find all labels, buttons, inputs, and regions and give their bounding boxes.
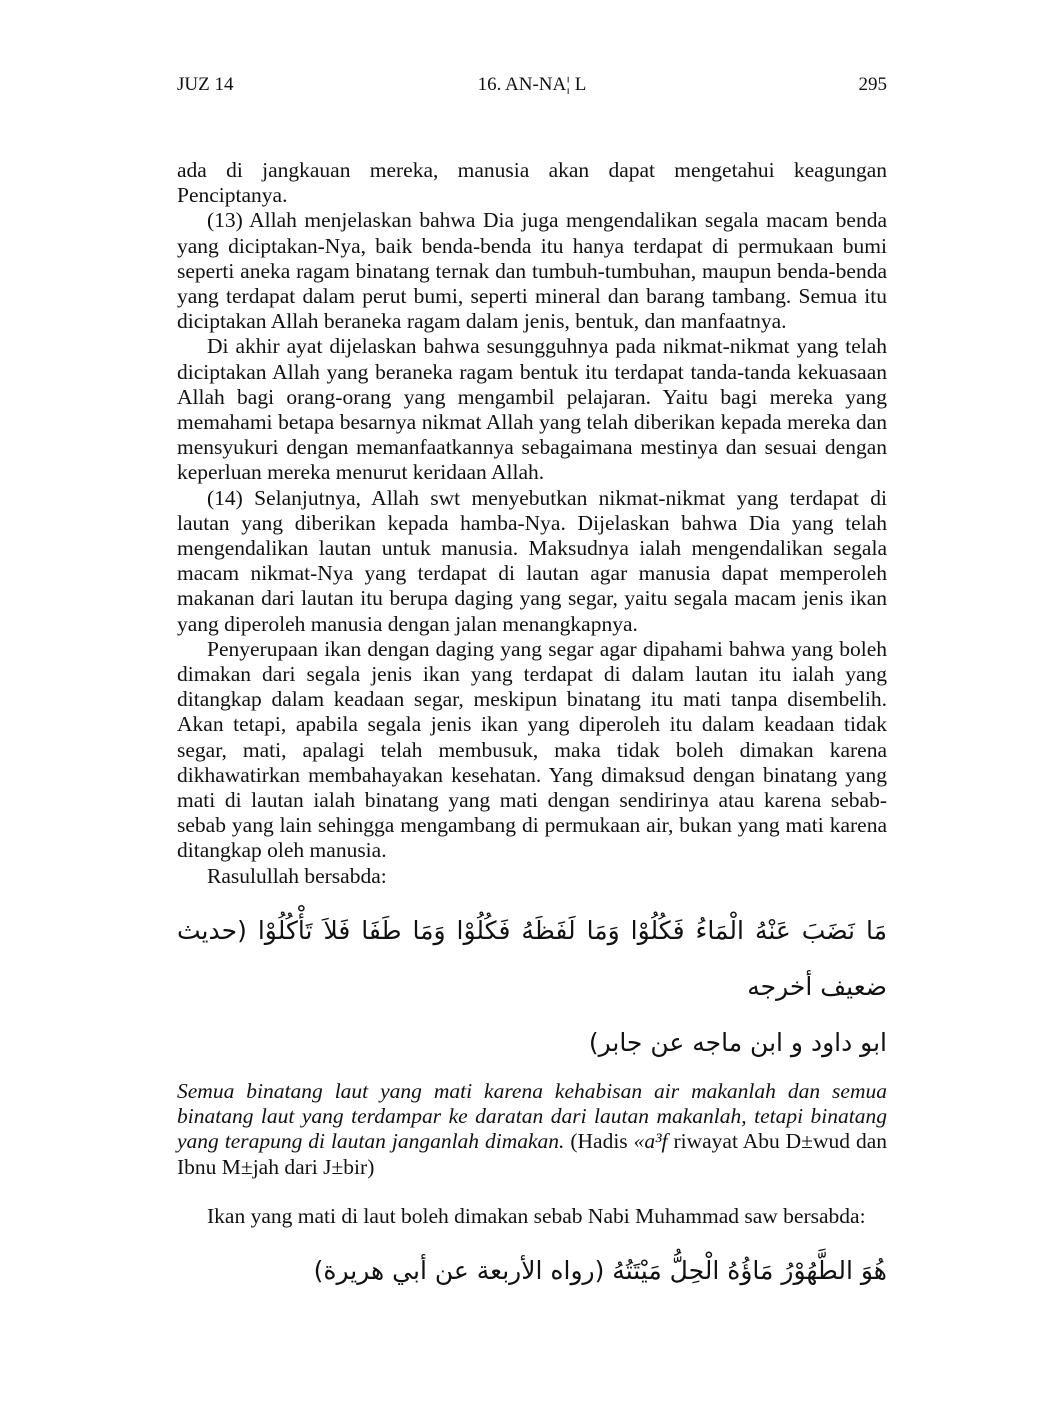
paragraph-hadith-intro: Rasulullah bersabda: [207,863,387,888]
paragraph-continuation: ada di jangkauan mereka, manusia akan dapat mengetahui keagungan Penciptanya. [177,158,887,208]
page-body [177,158,887,1307]
juz-label: JUZ 14 [177,74,234,95]
paragraph-fish-explanation: Penyerupaan ikan dengan daging yang segar agar dipahami bahwa yang boleh dimakan dari segala jenis ikan yang terdapat di dalam lautan itu ialah yang ditangkap dalam keadaan segar, meskipun binatang itu mati tanpa disembelih. Akan tetapi, apabila segala jenis ikan yang diperoleh itu dalam keadaan tidak segar, mati, apalagi telah membusuk, maka tidak boleh dimakan karena dikhawatirkan membahayakan kesehatan. Yang dimaksud dengan binatang yang mati di lautan ialah binatang yang mati dengan sendirinya atau karena sebab-sebab yang lain sehingga mengambang di permukaan air, bukan yang mati karena ditangkap oleh manusia. [177,636,887,863]
hadith-arabic-2 [177,1243,887,1299]
translation-ref-c: riwayat Abu D±wud dan Ibnu M±jah dari J±bir) [177,1129,887,1179]
hadith-arabic-1 [177,903,887,1071]
hadith-arabic-1-line-1: مَا نَضَبَ عَنْهُ الْمَاءُ فَكُلُوْا وَمَا لَفَظَهُ فَكُلُوْا وَمَا طَفَا فَلاَ تَأْكُلُوْا (حديث ضعيف أخرجه [177,915,887,1001]
hadith-arabic-1-line-2: ابو داود و ابن ماجه عن جابر) [588,1027,887,1057]
spacer [177,1180,887,1204]
page-number: 295 [858,74,887,95]
translation-ref-a: (Hadis [564,1129,634,1154]
hadith-translation-1 [177,1079,887,1180]
translation-text: Semua binatang laut yang mati karena kehabisan air makanlah dan semua binatang laut yang terdampar ke daratan dari lautan makanlah, tetapi binatang yang terapung di lautan janganlah dimakan. [177,1078,887,1154]
translation-ref-b: «a³f [633,1129,668,1154]
paragraph-verse-14: (14) Selanjutnya, Allah swt menyebutkan nikmat-nikmat yang terdapat di lautan yang diberikan kepada hamba-Nya. Dijelaskan bahwa Dia yang telah mengendalikan lautan untuk manusia. Maksudnya ialah mengendalikan segala macam nikmat-Nya yang terdapat di lautan agar manusia dapat memperoleh makanan dari lautan itu berupa daging yang segar, yaitu segala macam jenis ikan yang diperoleh manusia dengan jalan menangkapnya. [177,485,887,636]
paragraph-dead-fish: Ikan yang mati di laut boleh dimakan sebab Nabi Muhammad saw bersabda: [207,1203,866,1228]
paragraph-verse-13: (13) Allah menjelaskan bahwa Dia juga mengendalikan segala macam benda yang diciptakan-Nya, baik benda-benda itu hanya terdapat di permukaan bumi seperti aneka ragam binatang ternak dan tumbuh-tumbuhan, maupun benda-benda yang terdapat dalam perut bumi, seperti mineral dan barang tambang. Semua itu diciptakan Allah beraneka ragam dalam jenis, bentuk, dan manfaatnya. [177,208,887,334]
surah-title: 16. AN-NA¦ L [477,74,587,95]
hadith-arabic-2-line: هُوَ الطَّهُوْرُ مَاؤُهُ الْحِلُّ مَيْتَتُهُ (رواه الأربعة عن أبي هريرة) [313,1255,887,1285]
paragraph-verse-13-end: Di akhir ayat dijelaskan bahwa sesungguhnya pada nikmat-nikmat yang telah diciptakan Allah yang beraneka ragam bentuk itu terdapat tanda-tanda kekuasaan Allah bagi orang-orang yang mengambil pelajaran. Yaitu bagi mereka yang memahami betapa besarnya nikmat Allah yang telah diberikan kepada mereka dan mensyukuri dengan memanfaatkannya sebagaimana mestinya dan sesuai dengan keperluan mereka menurut keridaan Allah. [177,334,887,485]
page-header [177,74,887,104]
